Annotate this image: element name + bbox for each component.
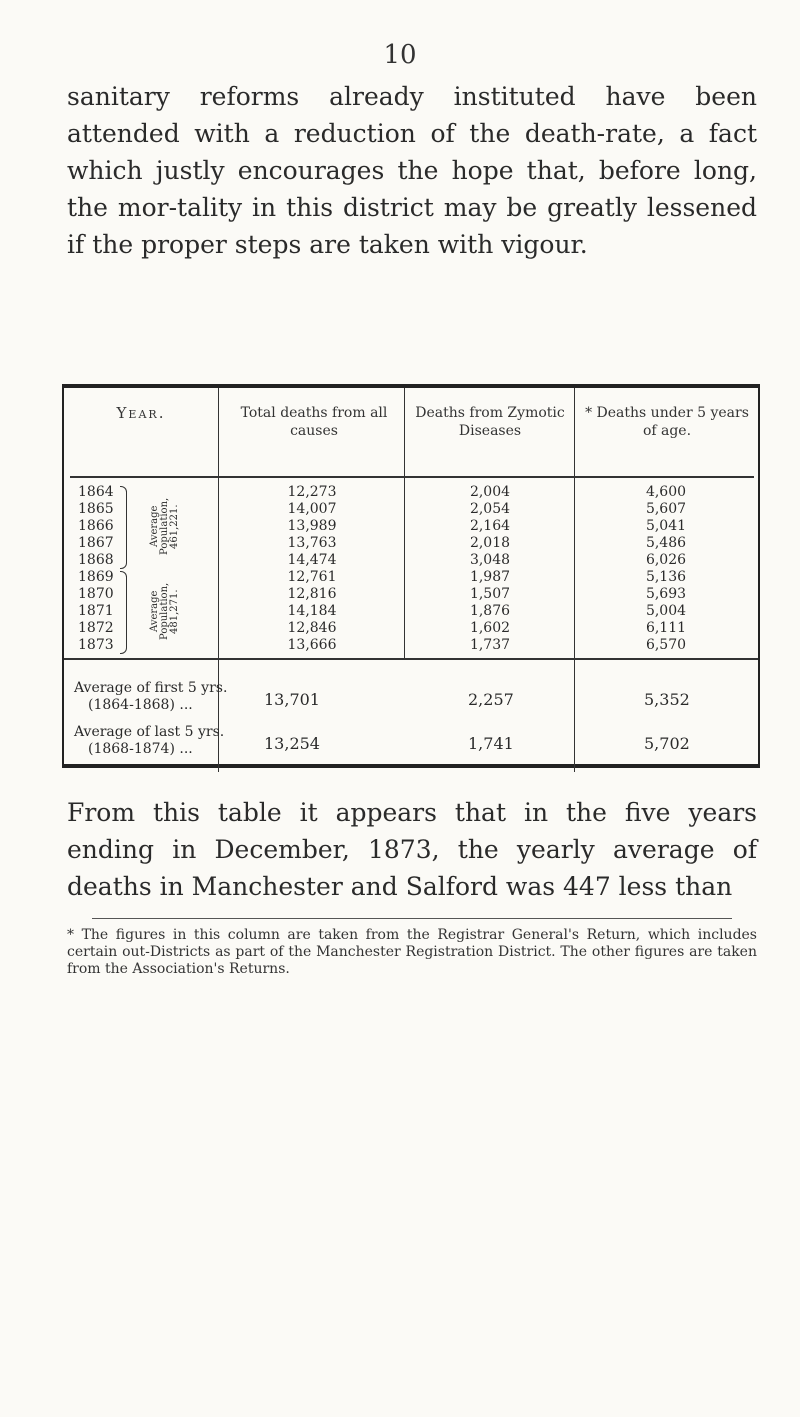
under5-cell: 5,486 (645, 535, 687, 551)
year-cell: 1871 (78, 603, 114, 619)
total-cell: 14,474 (287, 552, 337, 568)
header-rule (70, 476, 754, 478)
zymotic-cell: 1,507 (469, 586, 511, 602)
year-cell: 1864 (78, 484, 114, 500)
under5-cell: 5,004 (645, 603, 687, 619)
average-first-zymotic: 2,257 (468, 690, 514, 709)
outro-paragraph: From this table it appears that in the five years ending in December, 1873, the yearly average of deaths in Manchester and Salford was 447 less than (67, 798, 757, 901)
under5-cell: 6,570 (645, 637, 687, 653)
year-cell: 1872 (78, 620, 114, 636)
average-label-line: Average of first 5 yrs. (74, 680, 228, 696)
total-cell: 12,846 (287, 620, 337, 636)
averages-rule (64, 658, 758, 660)
zymotic-cell: 1,987 (469, 569, 511, 585)
footnote-rule (92, 918, 732, 919)
average-first-total: 13,701 (264, 690, 320, 709)
year-cell: 1867 (78, 535, 114, 551)
header-deaths-under-5: * Deaths under 5 years of age. (585, 405, 749, 439)
total-cell: 12,816 (287, 586, 337, 602)
year-cell: 1870 (78, 586, 114, 602)
zymotic-cell: 1,737 (469, 637, 511, 653)
under5-cell: 6,026 (645, 552, 687, 568)
total-cell: 14,007 (287, 501, 337, 517)
average-last-under5: 5,702 (644, 734, 690, 753)
under5-cell: 4,600 (645, 484, 687, 500)
table-row (64, 518, 758, 535)
zymotic-cell: 1,876 (469, 603, 511, 619)
group2-population-label: Average Population, 481,271. (149, 582, 180, 641)
year-cell: 1869 (78, 569, 114, 585)
total-cell: 12,761 (287, 569, 337, 585)
under5-cell: 6,111 (645, 620, 687, 636)
total-cell: 14,184 (287, 603, 337, 619)
year-cell: 1866 (78, 518, 114, 534)
footnote: * The figures in this column are taken from the Registrar General's Return, which includes certain out-Districts as part of the Manchester Registration District. The other figures are taken from the Association's Returns. (67, 927, 757, 977)
year-cell: 1873 (78, 637, 114, 653)
under5-cell: 5,041 (645, 518, 687, 534)
total-cell: 13,763 (287, 535, 337, 551)
zymotic-cell: 2,054 (469, 501, 511, 517)
under5-cell: 5,607 (645, 501, 687, 517)
zymotic-cell: 2,164 (469, 518, 511, 534)
table-row (64, 552, 758, 569)
zymotic-cell: 3,048 (469, 552, 511, 568)
group1-population-label: Average Population, 461,221. (149, 497, 180, 556)
zymotic-cell: 2,018 (469, 535, 511, 551)
table-row (64, 501, 758, 518)
average-last-zymotic: 1,741 (468, 734, 514, 753)
table-row (64, 484, 758, 501)
average-label-line: Average of last 5 yrs. (74, 724, 225, 740)
average-first-label (74, 680, 227, 714)
total-cell: 12,273 (287, 484, 337, 500)
average-label-line: (1868-1874) ... (88, 741, 193, 757)
under5-cell: 5,136 (645, 569, 687, 585)
mortality-table (62, 384, 760, 768)
year-cell: 1868 (78, 552, 114, 568)
header-year: Year. (116, 404, 166, 422)
zymotic-cell: 1,602 (469, 620, 511, 636)
header-total-deaths: Total deaths from all causes (240, 405, 388, 439)
average-label-line: (1864-1868) ... (88, 697, 193, 713)
total-cell: 13,989 (287, 518, 337, 534)
average-first-under5: 5,352 (644, 690, 690, 709)
table-row (64, 535, 758, 552)
year-cell: 1865 (78, 501, 114, 517)
average-last-total: 13,254 (264, 734, 320, 753)
page-number: 10 (383, 40, 417, 70)
average-last-label (74, 724, 224, 758)
header-zymotic-deaths: Deaths from Zymotic Diseases (415, 405, 565, 439)
under5-cell: 5,693 (645, 586, 687, 602)
zymotic-cell: 2,004 (469, 484, 511, 500)
intro-paragraph: sanitary reforms already instituted have been attended with a reduction of the death-rate, a fact which justly encourages the hope that, before long, the mor-tality in this district may be greatly lessened if the proper steps are taken with vigour. (67, 82, 757, 259)
total-cell: 13,666 (287, 637, 337, 653)
